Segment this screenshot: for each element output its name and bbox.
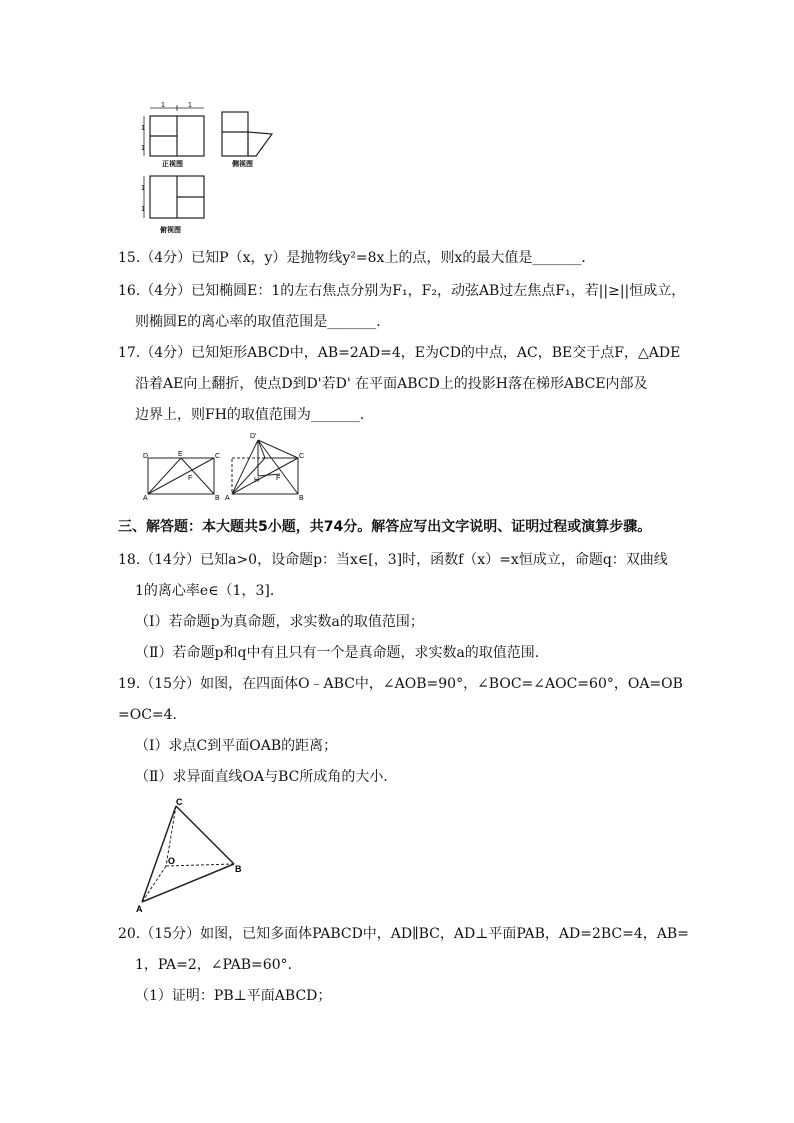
label-D: D	[143, 453, 149, 460]
label-F: F	[188, 475, 193, 482]
label-A: A	[143, 495, 148, 502]
question-15: 15.（4分）已知P（x，y）是抛物线y²=8x上的点，则x的最大值是_______．	[118, 250, 596, 266]
q17-rectangle-figure	[148, 458, 214, 494]
top-view	[144, 176, 204, 218]
question-19-line-1: 19.（15分）如图，在四面体O﹣ABC中，∠AOB=90°，∠BOC=∠AOC=60°，OA=OB	[118, 676, 683, 692]
question-18-part-2: （Ⅱ）若命题p和q中有且只有一个是真命题，求实数a的取值范围．	[135, 645, 549, 661]
label-B2: B	[299, 495, 304, 502]
label-A: A	[136, 904, 143, 914]
q17-folded-figure	[232, 440, 298, 494]
front-view-label: 正视图	[162, 161, 183, 168]
question-18-line-2: 1的离心率e∈（1，3]．	[135, 583, 284, 599]
dim-label: 1	[141, 125, 145, 132]
dim-label: 1	[141, 185, 145, 192]
question-19-part-2: （Ⅱ）求异面直线OA与BC所成角的大小．	[135, 769, 398, 785]
three-view-figure	[140, 100, 280, 240]
label-H: H	[254, 477, 260, 484]
label-C: C	[215, 453, 221, 460]
label-O: O	[168, 856, 176, 866]
question-19-part-1: （Ⅰ）求点C到平面OAB的距离；	[135, 738, 338, 754]
question-18-part-1: （Ⅰ）若命题p为真命题，求实数a的取值范围；	[135, 614, 424, 630]
q17-figure	[140, 430, 310, 502]
question-20-line-1: 20.（15分）如图，已知多面体PABCD中，AD∥BC，AD⊥平面PAB，AD=2BC=4，AB=	[118, 926, 689, 942]
question-17-line-2: 沿着AE向上翻折，使点D到D'若D' 在平面ABCD上的投影H落在梯形ABCE内部及	[135, 376, 648, 392]
question-20-part-1: （1）证明：PB⊥平面ABCD；	[135, 988, 332, 1004]
side-view	[222, 112, 272, 156]
label-B: B	[215, 495, 220, 502]
dim-label: 1	[188, 102, 192, 109]
question-16-line-1: 16.（4分）已知椭圆E：1的左右焦点分别为F₁，F₂，动弦AB过左焦点F₁，若||≥||恒成立，	[118, 283, 686, 299]
q19-tetrahedron-figure	[132, 796, 252, 914]
question-17-line-3: 边界上，则FH的取值范围为_______．	[135, 407, 374, 423]
top-view-label: 俯视图	[160, 227, 181, 234]
question-17-line-1: 17.（4分）已知矩形ABCD中，AB=2AD=4，E为CD的中点，AC，BE交于点F，△ADE	[118, 345, 681, 361]
label-F2: F	[276, 475, 281, 482]
question-18-line-1: 18.（14分）已知a>0，设命题p：当x∈[，3]时，函数f（x）=x恒成立，命题q：双曲线	[118, 552, 668, 568]
section-3-heading: 三、解答题：本大题共5小题，共74分。解答应写出文字说明、证明过程或演算步骤。	[118, 519, 652, 535]
label-C: C	[176, 797, 183, 807]
front-view	[144, 105, 204, 156]
label-A2: A	[225, 495, 230, 502]
label-D-prime: D'	[250, 433, 257, 440]
label-B: B	[235, 864, 242, 874]
question-20-line-2: 1，PA=2，∠PAB=60°．	[135, 957, 302, 973]
label-C2: C	[299, 453, 305, 460]
dim-label: 1	[161, 102, 165, 109]
dim-label: 1	[141, 145, 145, 152]
question-16-line-2: 则椭圆E的离心率的取值范围是_______．	[135, 314, 391, 330]
dim-label: 1	[141, 206, 145, 213]
label-E: E	[178, 451, 183, 458]
question-19-line-2: =OC=4．	[118, 707, 187, 723]
side-view-label: 侧视图	[232, 161, 253, 168]
